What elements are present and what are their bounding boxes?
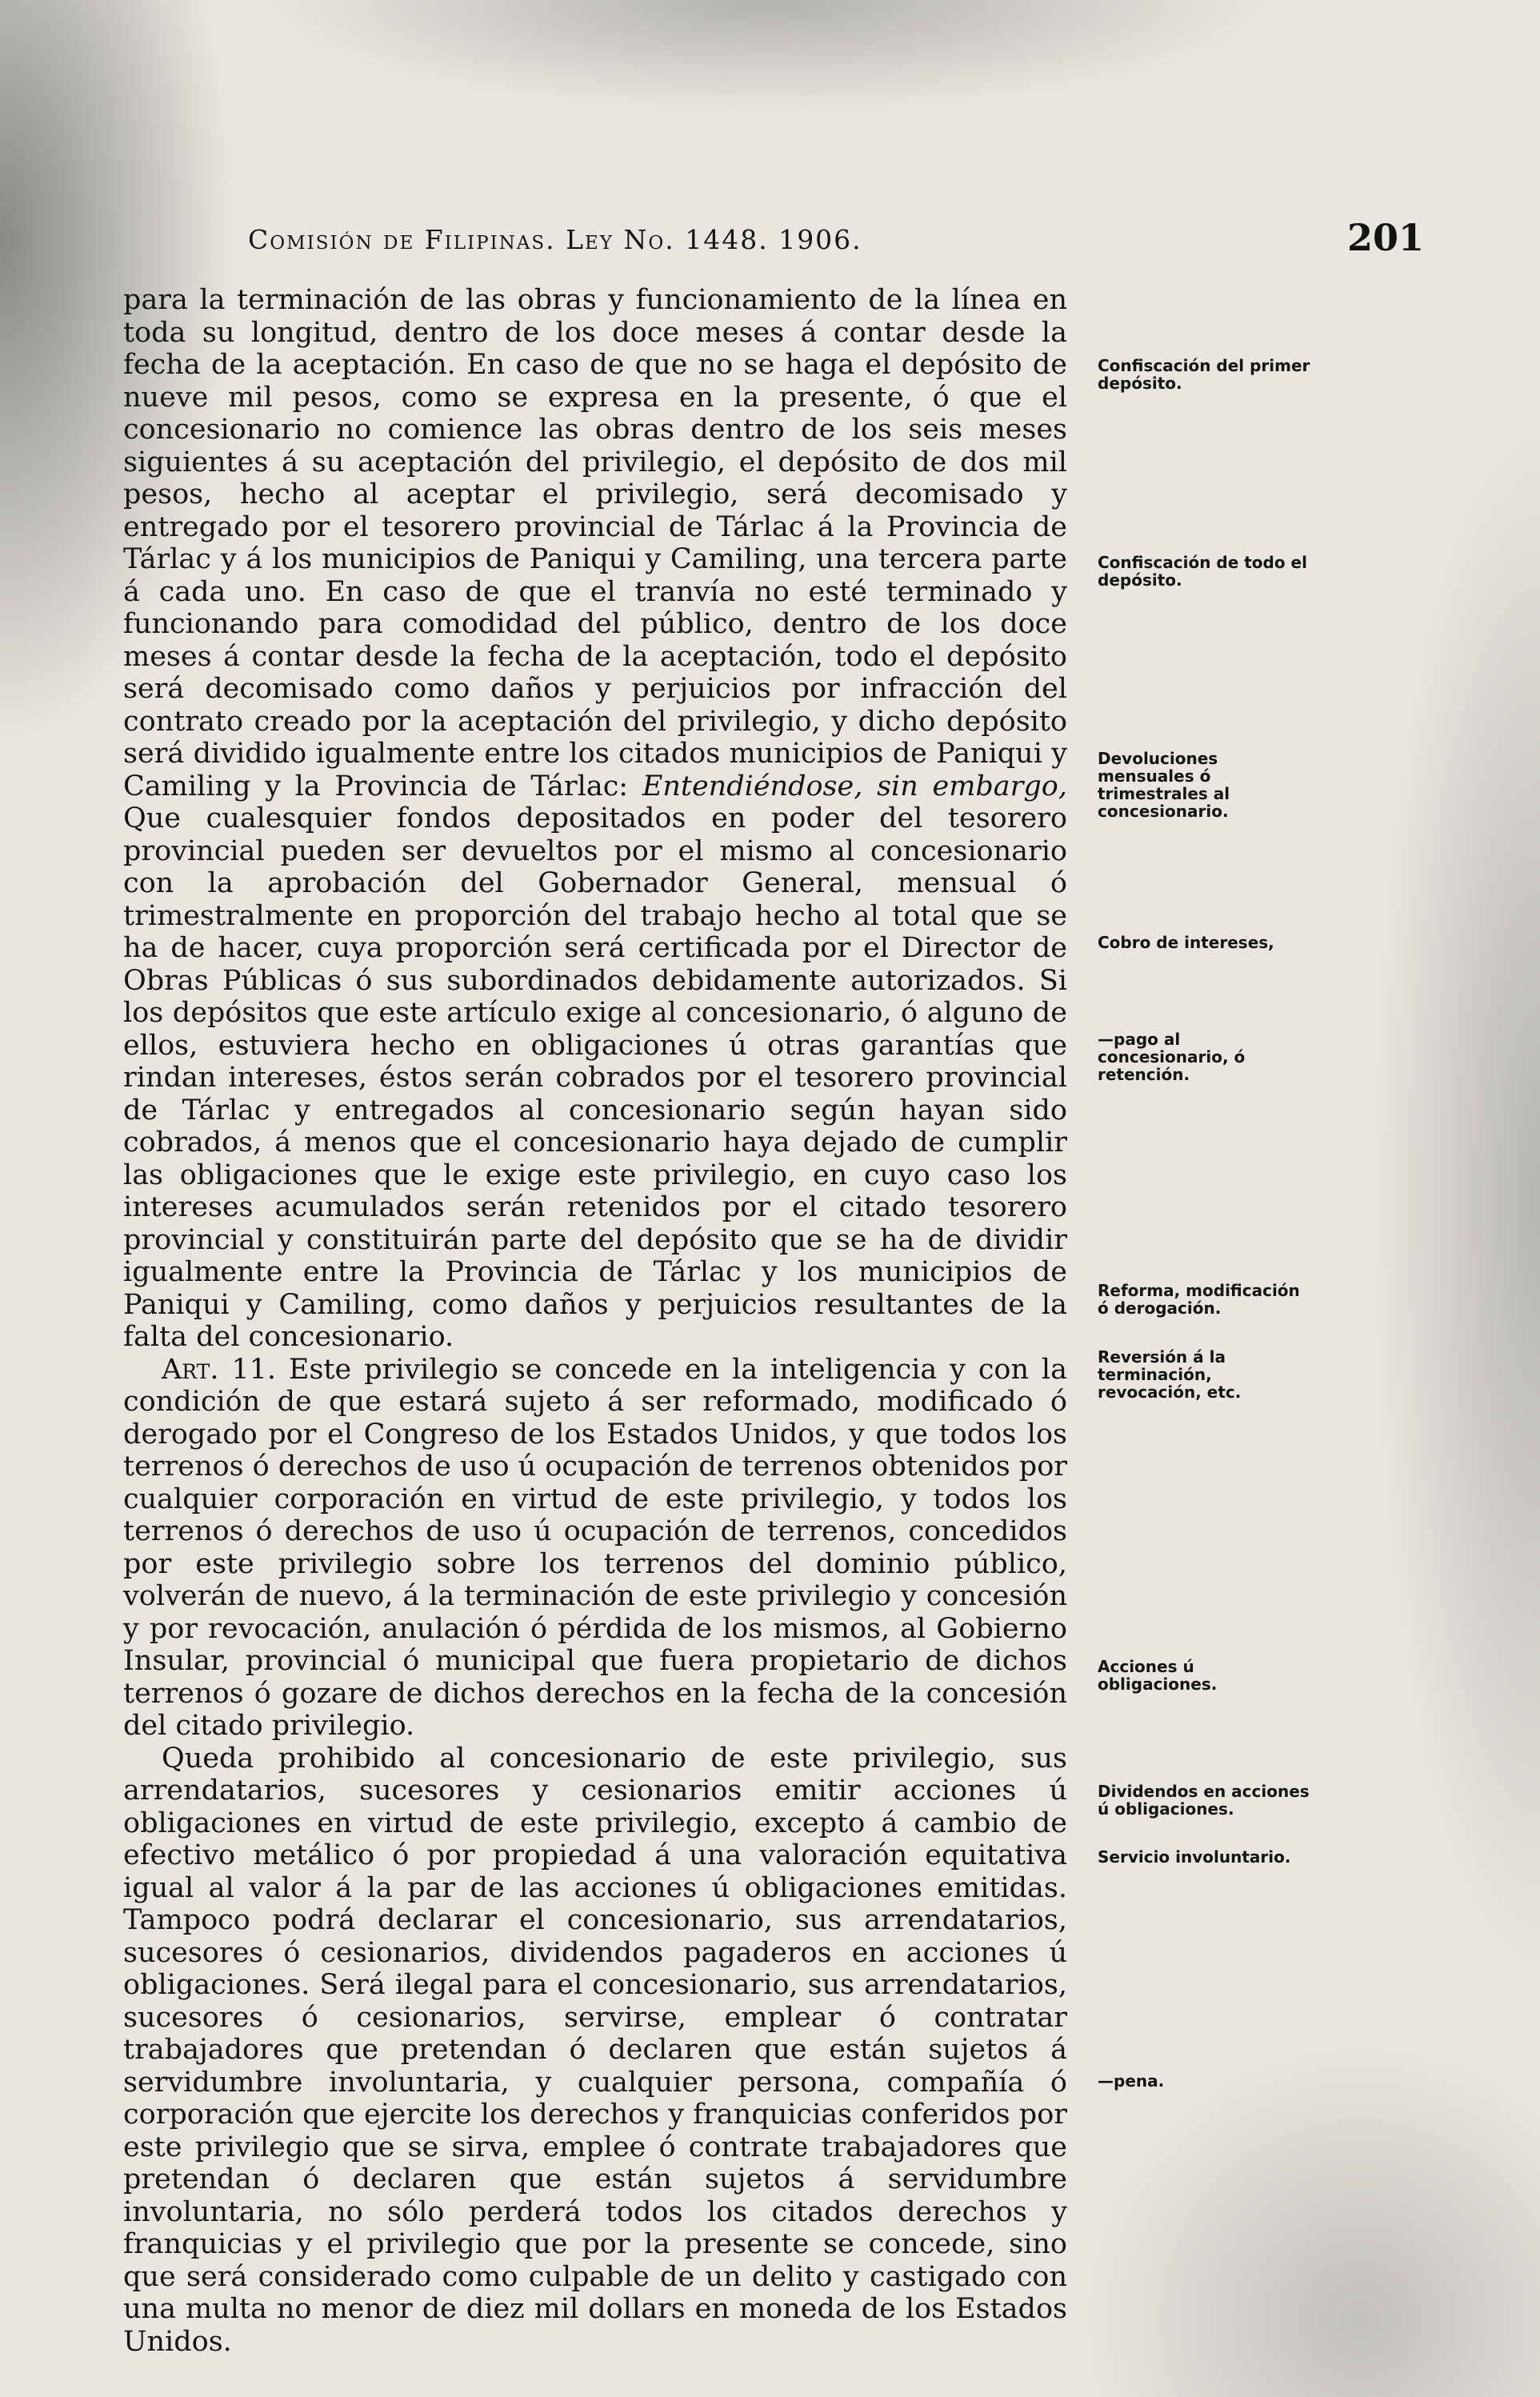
margin-note-refunds: Devoluciones mensuales ó trimestrales al concesionario.: [1098, 749, 1230, 821]
margin-note-payment: —pago al concesionario, ó retención.: [1098, 1030, 1246, 1084]
margin-note-interest: Cobro de intereses,: [1098, 933, 1274, 952]
margin-note-confiscation-all: Confiscación de todo el depósito.: [1098, 553, 1307, 590]
running-header: [248, 216, 1424, 272]
paragraph-1-continuation: Que cualesquier fondos depositados en poder del tesorero provincial pueden ser devueltos por el mismo al concesionario con la aprobación del Gobernador General, mensual ó trimestralmente en proporción del trabajo hecho al total que se ha de hacer, cuya proporción será certificada por el Director de Obras Públicas ó sus subordinados debidamente autorizados. Si los depósitos que este artículo exige al concesionario, ó alguno de ellos, estuviera hecho en obligaciones ú otras garantías que rindan intereses, éstos serán cobrados por el tesorero provincial de Tárlac y entregados al concesionario según hayan sido cobrados, á menos que el concesionario haya dejado de cumplir las obligaciones que le exige este privilegio, en cuyo caso los intereses acumulados serán retenidos por el citado tesorero provincial y constituirán parte del depósito que se ha de dividir igualmente entre la Provincia de Tárlac y los municipios de Paniqui y Camiling, como daños y perjuicios resultantes de la falta del concesionario.: [123, 802, 1067, 1353]
margin-note-involuntary-service: Servicio involuntario.: [1098, 1847, 1291, 1867]
running-title: Comisión de Filipinas. Ley No. 1448. 1906.: [248, 224, 862, 255]
page-number: 201: [1346, 216, 1424, 259]
margin-note-shares: Acciones ú obligaciones.: [1098, 1657, 1218, 1694]
article-label: Art. 11.: [162, 1353, 277, 1386]
paragraph-1: [123, 284, 1067, 1354]
margin-note-reform: Reforma, modificación ó derogación.: [1098, 1281, 1300, 1318]
paragraph-1-text: para la terminación de las obras y funcionamiento de la línea en toda su longitud, dentro de los doce meses á contar desde la fecha de la aceptación. En caso de que no se haga el depósito de nueve mil pesos, como se expresa en la presente, ó que el concesionario no comience las obras dentro de los seis meses siguientes á su aceptación del privilegio, el depósito de dos mil pesos, hecho al aceptar el privilegio, será decomisado y entregado por el tesorero provincial de Tárlac á la Provincia de Tárlac y á los municipios de Paniqui y Camiling, una tercera parte á cada uno. En caso de que el tranvía no esté terminado y funcionando para comodidad del público, dentro de los doce meses á contar desde la fecha de la aceptación, todo el depósito será decomisado como daños y perjuicios por infracción del contrato creado por la aceptación del privilegio, y dicho depósito será dividido igualmente entre los citados municipios de Paniqui y Camiling y la Provincia de Tárlac:: [123, 284, 1067, 802]
margin-note-reversion: Reversión á la terminación, revocación, etc.: [1098, 1347, 1242, 1402]
margin-note-dividends: Dividendos en acciones ú obligaciones.: [1098, 1782, 1310, 1819]
article-11-text: Este privilegio se concede en la inteligencia y con la condición de que estará sujeto á ser reformado, modificado ó derogado por el Congreso de los Estados Unidos, y que todos los terrenos ó derechos de uso ú ocupación de terrenos obtenidos por cualquier corporación en virtud de este privilegio, y todos los terrenos ó derechos de uso ú ocupación de terrenos, concedidos por este privilegio sobre los terrenos del dominio público, volverán de nuevo, á la terminación de este privilegio y concesión y por revocación, anulación ó pérdida de los mismos, al Gobierno Insular, provincial ó municipal que fuera propietario de dichos terrenos ó gozare de dichos derechos en la fecha de la concesión del citado privilegio.: [123, 1353, 1068, 1742]
paragraph-3: Queda prohibido al concesionario de este privilegio, sus arrendatarios, sucesores y cesionarios emitir acciones ú obligaciones en virtud de este privilegio, excepto á cambio de efectivo metálico ó por propiedad á una valoración equitativa igual al valor á la par de las acciones ú obligaciones emitidas. Tampoco podrá declarar el concesionario, sus arrendatarios, sucesores ó cesionarios, dividendos pagaderos en acciones ú obligaciones. Será ilegal para el concesionario, sus arrendatarios, sucesores ó cesionarios, servirse, emplear ó contratar trabajadores que pretendan ó declaren que están sujetos á servidumbre involuntaria, y cualquier persona, compañía ó corporación que ejercite los derechos y franquicias conferidos por este privilegio que se sirva, emplee ó contrate trabajadores que pretendan ó declaren que están sujetos á servidumbre involuntaria, no sólo perderá todos los citados derechos y franquicias y el privilegio que por la presente se concede, sino que será considerado como culpable de un delito y castigado con una multa no menor de diez mil dollars en moneda de los Estados Unidos.: [123, 1742, 1067, 2358]
proviso-italic: Entendiéndose, sin embargo,: [642, 770, 1067, 802]
margin-note-penalty: —pena.: [1098, 2071, 1165, 2091]
margin-note-confiscation-first: Confiscación del primer depósito.: [1098, 356, 1310, 393]
main-text: [123, 284, 1067, 2358]
article-11-paragraph: [123, 1354, 1067, 1743]
